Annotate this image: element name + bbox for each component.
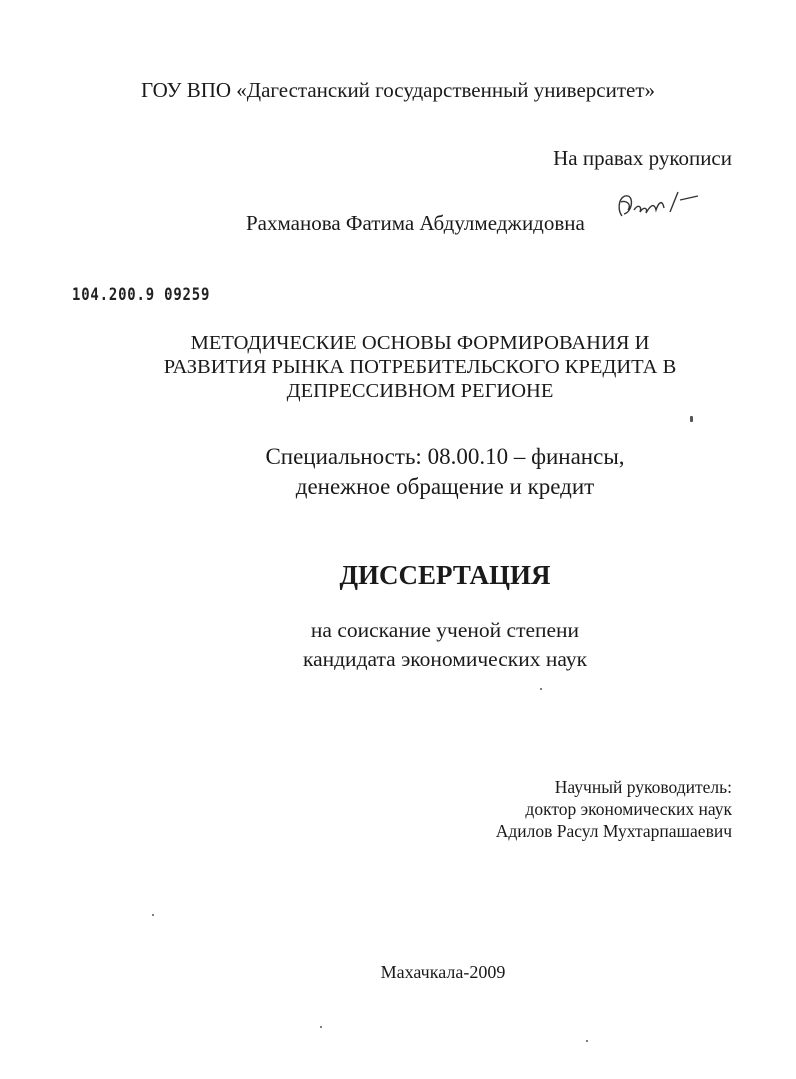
university-name: ГОУ ВПО «Дагестанский государственный университет»	[140, 78, 656, 102]
degree-line-1: на соискание ученой степени	[310, 618, 580, 642]
author-name: Рахманова Фатима Абдулмеджидовна	[246, 211, 585, 235]
scan-speck	[586, 1040, 588, 1042]
supervisor-degree: доктор экономических наук	[525, 799, 732, 819]
scan-speck	[152, 914, 154, 916]
title-line-2: РАЗВИТИЯ РЫНКА ПОТРЕБИТЕЛЬСКОГО КРЕДИТА В	[163, 356, 677, 378]
title-line-3: ДЕПРЕССИВНОМ РЕГИОНЕ	[286, 380, 554, 402]
supervisor-block	[496, 776, 732, 842]
scan-speck	[690, 416, 693, 422]
dissertation-title	[0, 331, 796, 403]
city-year: Махачкала-2009	[380, 962, 506, 982]
specialty-line-1: Специальность: 08.00.10 – финансы,	[265, 444, 625, 469]
scan-speck	[540, 688, 542, 690]
degree-sought	[0, 616, 796, 674]
supervisor-name: Адилов Расул Мухтарпашаевич	[495, 821, 732, 841]
document-type: ДИССЕРТАЦИЯ	[339, 560, 551, 590]
title-line-1: МЕТОДИЧЕСКИЕ ОСНОВЫ ФОРМИРОВАНИЯ И	[190, 332, 650, 354]
rights-notice: На правах рукописи	[553, 146, 732, 170]
degree-line-2: кандидата экономических наук	[302, 647, 588, 671]
author-signature	[612, 186, 702, 228]
scan-speck	[320, 1026, 322, 1028]
supervisor-label: Научный руководитель:	[554, 777, 732, 797]
specialty-line-2: денежное обращение и кредит	[295, 474, 595, 499]
archive-stamp: 104.200.9 09259	[72, 285, 211, 305]
specialty	[0, 442, 796, 502]
